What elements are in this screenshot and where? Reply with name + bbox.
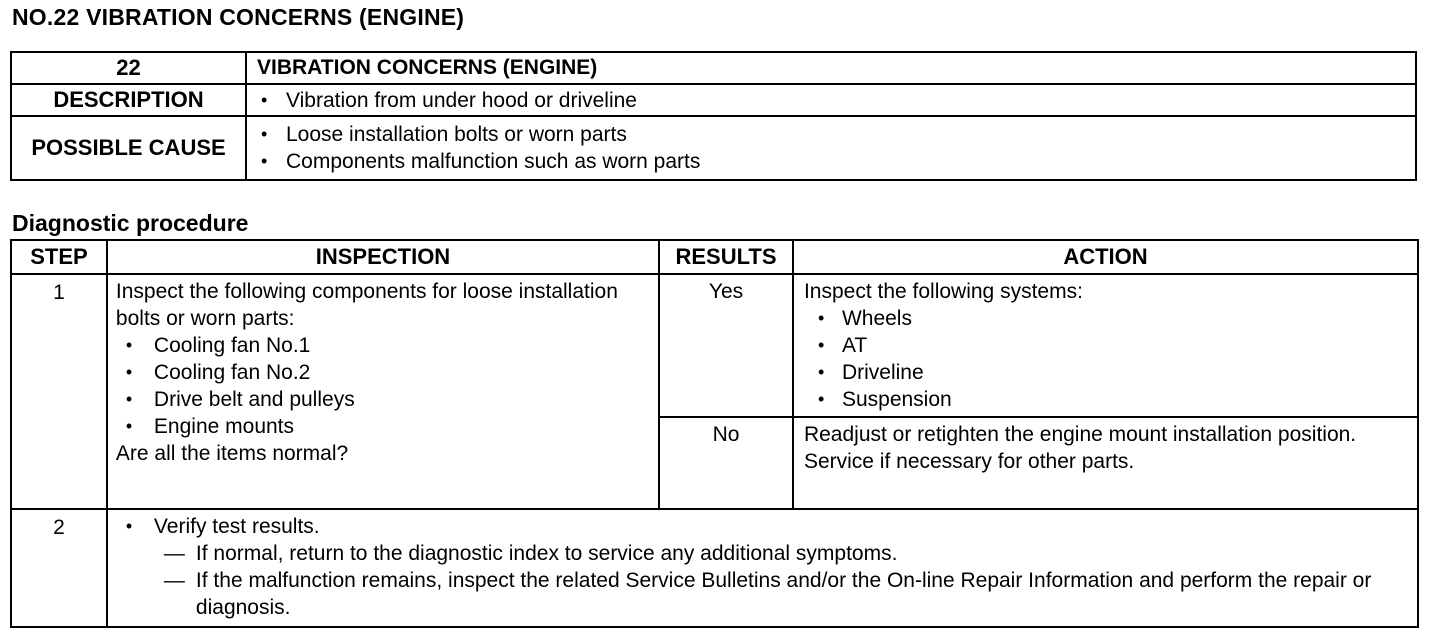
system-item: • Suspension bbox=[804, 386, 1411, 413]
col-inspection: INSPECTION bbox=[107, 240, 659, 274]
step1-result-no: No bbox=[659, 417, 793, 509]
step1-item: • Cooling fan No.1 bbox=[116, 332, 652, 359]
concern-heading: VIBRATION CONCERNS (ENGINE) bbox=[257, 56, 598, 79]
no-action-line1: Readjust or retighten the engine mount installation position. bbox=[803, 423, 1357, 446]
step2-content bbox=[107, 509, 1418, 627]
no-action-line2: Service if necessary for other parts. bbox=[803, 450, 1135, 473]
possible-cause-row bbox=[11, 116, 1416, 180]
step2-sub1: — If normal, return to the diagnostic index to service any additional symptoms. bbox=[116, 540, 1411, 567]
procedure-title: Diagnostic procedure bbox=[12, 210, 249, 236]
step1-item: • Cooling fan No.2 bbox=[116, 359, 652, 386]
step2-bullet: • Verify test results. bbox=[116, 513, 1411, 540]
description-item: • Vibration from under hood or driveline bbox=[257, 87, 1415, 114]
step1-result-yes: Yes bbox=[659, 274, 793, 417]
diagnostic-table bbox=[10, 239, 1419, 628]
system-item: • AT bbox=[804, 332, 1411, 359]
step1-inspection bbox=[107, 274, 659, 509]
possible-cause-value bbox=[246, 116, 1416, 180]
step1-yes-row bbox=[11, 274, 1418, 417]
step1-item: • Engine mounts bbox=[116, 413, 652, 440]
col-action: ACTION bbox=[793, 240, 1418, 274]
cause-item: • Components malfunction such as worn parts bbox=[257, 148, 1415, 175]
step2-number: 2 bbox=[11, 509, 107, 627]
page-title: NO.22 VIBRATION CONCERNS (ENGINE) bbox=[12, 4, 465, 30]
step2-row bbox=[11, 509, 1418, 627]
description-value bbox=[246, 84, 1416, 116]
step1-item: • Drive belt and pulleys bbox=[116, 386, 652, 413]
description-label: DESCRIPTION bbox=[11, 84, 246, 116]
summary-table bbox=[10, 51, 1417, 181]
step1-action-yes bbox=[793, 274, 1418, 417]
description-row bbox=[11, 84, 1416, 116]
possible-cause-label: POSSIBLE CAUSE bbox=[11, 116, 246, 180]
yes-intro: Inspect the following systems: bbox=[803, 280, 1083, 303]
step1-intro: Inspect the following components for loose installation bolts or worn parts: bbox=[115, 280, 618, 330]
col-step: STEP bbox=[11, 240, 107, 274]
system-item: • Driveline bbox=[804, 359, 1411, 386]
system-item: • Wheels bbox=[804, 305, 1411, 332]
step1-action-no bbox=[793, 417, 1418, 509]
step2-sub2: — If the malfunction remains, inspect the related Service Bulletins and/or the On-line Repair Information and perform the repair or diagnosis. bbox=[116, 567, 1411, 621]
cause-item: • Loose installation bolts or worn parts bbox=[257, 121, 1415, 148]
diagnostic-header-row bbox=[11, 240, 1418, 274]
concern-heading-cell bbox=[246, 52, 1416, 84]
concern-number: 22 bbox=[11, 52, 246, 84]
col-results: RESULTS bbox=[659, 240, 793, 274]
step1-question: Are all the items normal? bbox=[115, 442, 349, 465]
summary-header-row bbox=[11, 52, 1416, 84]
step1-number: 1 bbox=[11, 274, 107, 509]
